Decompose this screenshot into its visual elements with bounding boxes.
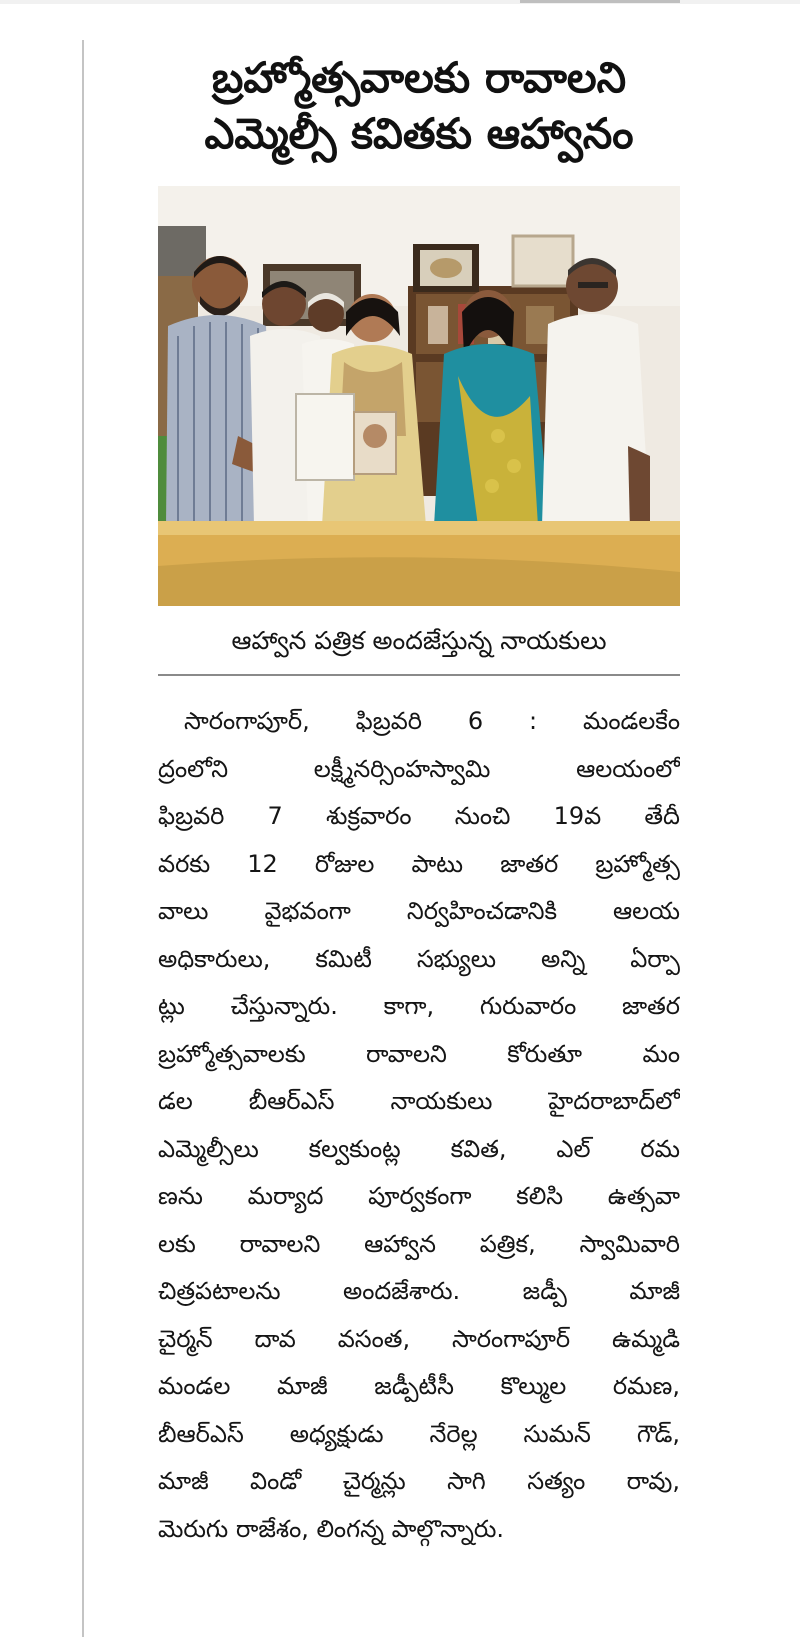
body-line: బీఆర్ఎస్ అధ్యక్షుడు నేరెల్ల సుమన్ గౌడ్, — [158, 1419, 680, 1448]
body-line: బ్రహ్మోత్సవాలకు రావాలని కోరుతూ మం — [158, 1039, 680, 1068]
body-line: డల బీఆర్ఎస్ నాయకులు హైదరాబాద్‌లో — [158, 1087, 680, 1115]
body-line: మెరుగు రాజేశం, లింగన్న పాల్గొన్నారు. — [158, 1514, 505, 1543]
body-line: ఫిబ్రవరి 7 శుక్రవారం నుంచి 19వ తేదీ — [158, 802, 680, 830]
body-line: ఎమ్మెల్సీలు కల్వకుంట్ల కవిత, ఎల్ రమ — [158, 1134, 680, 1163]
headline-line-1: బ్రహ్మోత్సవాలకు రావాలని — [211, 53, 627, 102]
body-line: లకు రావాలని ఆహ్వాన పత్రిక, స్వామివారి — [158, 1229, 680, 1258]
body-line: అధికారులు, కమిటీ సభ్యులు అన్ని ఏర్పా — [158, 944, 680, 973]
news-article — [158, 50, 680, 1553]
body-line: వాలు వైభవంగా నిర్వహించడానికి ఆలయ — [158, 897, 680, 925]
body-line: మాజీ విండో చైర్మన్లు సాగి సత్యం రావు, — [158, 1467, 680, 1495]
body-line: చైర్మన్ దావ వసంత, సారంగాపూర్ ఉమ్మడి — [158, 1324, 680, 1353]
column-divider — [82, 40, 84, 1637]
article-body — [158, 698, 680, 1553]
body-line: సారంగాపూర్, ఫిబ్రవరి 6 : మండలకేం — [184, 707, 680, 735]
body-line: ణను మర్యాద పూర్వకంగా కలిసి ఉత్సవా — [158, 1182, 680, 1210]
top-border-accent — [520, 0, 680, 3]
news-photo — [158, 186, 680, 606]
photo-caption: ఆహ్వాన పత్రిక అందజేస్తున్న నాయకులు — [158, 624, 680, 676]
top-border — [0, 0, 800, 4]
body-line: మండల మాజీ జడ్పీటీసీ కొల్ముల రమణ, — [158, 1372, 680, 1400]
body-line: చిత్రపటాలను అందజేశారు. జడ్పీ మాజీ — [158, 1277, 680, 1305]
body-line: ట్లు చేస్తున్నారు. కాగా, గురువారం జాతర — [158, 992, 680, 1020]
headline — [158, 50, 680, 162]
body-line: వరకు 12 రోజుల పాటు జాతర బ్రహ్మోత్స — [158, 849, 680, 878]
headline-line-2: ఎమ్మెల్సీ కవితకు ఆహ్వానం — [204, 109, 634, 158]
body-line: ద్రంలోని లక్ష్మీనర్సింహస్వామి ఆలయంలో — [158, 754, 680, 783]
